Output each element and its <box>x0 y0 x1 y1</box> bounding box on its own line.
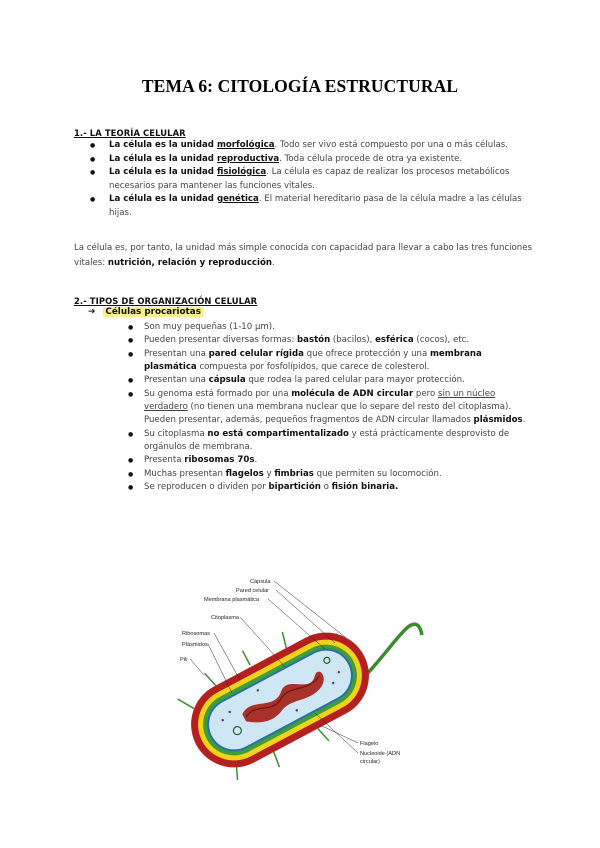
item-key: genética <box>216 194 259 204</box>
paragraph-bold: nutrición, relación y reproducción <box>107 258 272 268</box>
item-bold: fimbrias <box>274 468 314 479</box>
item-prefix: La célula es la unidad <box>109 194 217 204</box>
item-text: pero <box>413 388 439 399</box>
label-cell-wall: Pared celular <box>236 588 269 594</box>
label-flagellum: Flagelo <box>360 741 379 747</box>
item-text: y <box>263 468 275 479</box>
list-item <box>74 166 534 193</box>
item-text: Son muy pequeñas (1-10 µm). <box>144 322 275 332</box>
arrow-right-icon: ➔ <box>88 307 96 317</box>
pilus <box>231 767 243 780</box>
item-bold: membrana plasmática <box>144 348 482 372</box>
label-ribosomes: Ribosomas <box>182 631 210 637</box>
label-dna-line2: circular) <box>360 759 380 765</box>
pilus <box>205 671 216 687</box>
item-text: Se reproducen o dividen por <box>144 481 269 492</box>
item-bold: cápsula <box>208 375 246 386</box>
item-text: y está prácticamente desprovisto de orgánulos de membrana. <box>144 428 510 452</box>
item-rest: . Toda célula procede de otra ya existente. <box>279 153 463 164</box>
item-prefix: La célula es la unidad <box>109 140 217 150</box>
list-item <box>144 321 534 334</box>
pilus <box>272 752 281 767</box>
item-text: Presentan una <box>144 375 209 386</box>
list-item <box>74 139 534 153</box>
page-title: TEMA 6: CITOLOGÍA ESTRUCTURAL <box>141 76 459 96</box>
paragraph-end: . <box>272 258 275 268</box>
label-plasmids: Plásmidos <box>182 642 208 648</box>
label-membrane: Membrana plasmática <box>204 597 260 603</box>
item-text: Presenta <box>144 455 185 466</box>
item-key: morfológica <box>216 140 275 150</box>
item-text: (bacilos), <box>330 335 376 346</box>
label-capsule: Cápsula <box>250 579 271 585</box>
list-item <box>144 348 534 374</box>
list-item <box>144 481 534 494</box>
item-text: compuesta por fosfolípidos, que carece de colesterol. <box>196 361 430 372</box>
list-item <box>74 153 534 167</box>
paragraph-text: La célula es, por tanto, la unidad más simple conocida con capacidad para llevar a cabo las tres funciones vitales: <box>74 243 532 268</box>
list-item <box>144 334 534 347</box>
prokaryote-list <box>144 321 534 494</box>
item-key: reproductiva <box>216 153 280 164</box>
label-dna-line1: Nucleoide (ADN <box>360 751 401 757</box>
list-item <box>144 428 534 454</box>
item-text: . <box>254 455 258 466</box>
item-text: (cocos), etc. <box>413 335 470 346</box>
summary-paragraph <box>74 241 534 271</box>
item-key: fisiológica <box>216 167 267 177</box>
item-text: Presentan una <box>144 348 209 359</box>
item-bold: bastón <box>297 335 331 346</box>
pilus <box>243 651 251 665</box>
item-text: que rodea la pared celular para mayor protección. <box>245 375 465 386</box>
item-bold: pared celular rígida <box>208 348 304 359</box>
item-bold: esférica <box>375 335 414 346</box>
item-underlined: sin un núcleo verdadero <box>144 388 496 412</box>
subheading-prokaryotes <box>88 307 203 317</box>
item-text: que permiten su locomoción. <box>313 468 442 479</box>
section-2-heading: 2.- TIPOS DE ORGANIZACIÓN CELULAR <box>74 296 258 306</box>
item-bold: ribosomas 70s <box>184 455 255 466</box>
item-rest: . El material hereditario pasa de la célula madre a las células hijas. <box>109 194 522 218</box>
item-bold: bipartición <box>268 481 321 492</box>
cell-body <box>170 602 392 780</box>
list-item <box>144 468 534 481</box>
item-text: (no tienen una membrana nuclear que lo separe del resto del citoplasma). Pueden presentar, además, pequeños fragmentos de ADN circular llamados <box>144 401 512 426</box>
item-text: o <box>320 481 332 492</box>
list-item <box>74 193 534 220</box>
pilus <box>178 694 194 713</box>
item-bold: flagelos <box>225 468 264 479</box>
pilus <box>279 632 290 648</box>
label-pili: Pili <box>180 657 188 663</box>
list-item <box>144 454 534 467</box>
item-text: que ofrece protección y una <box>303 348 430 359</box>
item-bold: fisión binaria. <box>331 481 399 492</box>
flagellum <box>366 624 422 675</box>
list-item <box>144 388 534 428</box>
item-prefix: La célula es la unidad <box>109 153 217 164</box>
bacterial-cell-diagram <box>170 575 430 780</box>
item-rest: . La célula es capaz de realizar los procesos metabólicos necesarios para mantener las funciones vitales. <box>109 167 510 191</box>
item-text: Muchas presentan <box>144 468 226 479</box>
item-prefix: La célula es la unidad <box>109 167 217 177</box>
section-1-heading: 1.- LA TEORÍA CELULAR <box>74 128 186 138</box>
item-text: Su genoma está formado por una <box>144 388 292 399</box>
item-bold: plásmidos <box>473 415 523 426</box>
item-bold: molécula de ADN circular <box>291 388 414 399</box>
item-rest: . Todo ser vivo está compuesto por una o más células. <box>274 140 509 150</box>
theory-list <box>74 139 534 220</box>
pilus <box>318 727 329 743</box>
item-text: Pueden presentar diversas formas: <box>144 335 297 346</box>
list-item <box>144 374 534 387</box>
item-bold: no está compartimentalizado <box>207 428 349 439</box>
label-cytoplasm: Citoplasma <box>211 615 239 621</box>
item-text: Su citoplasma <box>144 428 208 439</box>
subheading-label: Células procariotas <box>105 307 201 317</box>
item-text: . <box>522 415 526 426</box>
